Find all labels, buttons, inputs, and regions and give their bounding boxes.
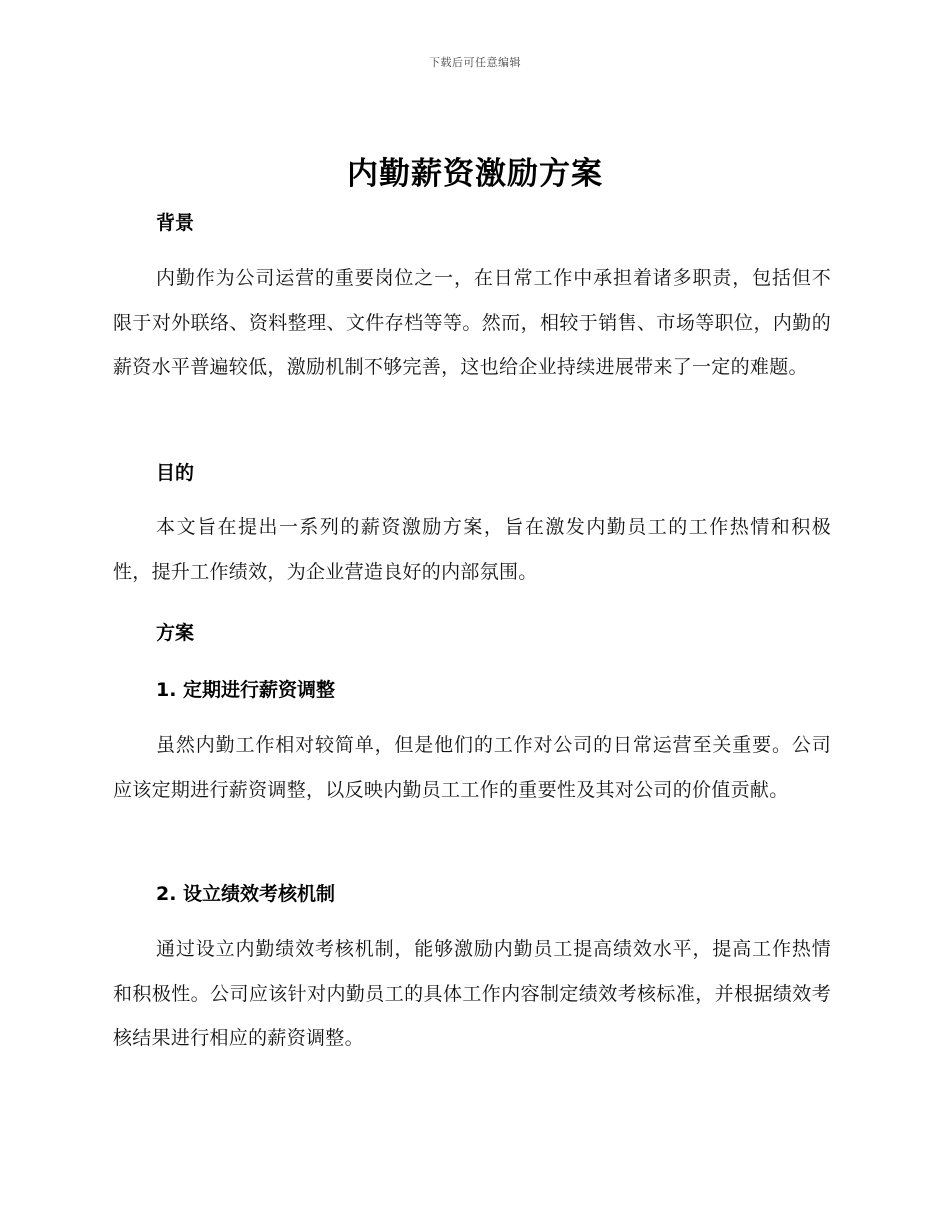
header-note: 下载后可任意编辑 xyxy=(429,56,521,69)
paragraph-performance-review: 通过设立内勤绩效考核机制，能够激励内勤员工提高绩效水平，提高工作热情和积极性。公司应该针对内勤员工的具体工作内容制定绩效考核标准，并根据绩效考核结果进行相应的薪资调整。 xyxy=(113,938,831,1049)
section-heading-purpose: 目的 xyxy=(156,462,195,484)
section-heading-background: 背景 xyxy=(156,212,195,234)
section-heading-performance-review: 2. 设立绩效考核机制 xyxy=(156,883,336,905)
section-heading-salary-adjustment: 1. 定期进行薪资调整 xyxy=(156,679,336,701)
paragraph-salary-adjustment: 虽然内勤工作相对较简单，但是他们的工作对公司的日常运营至关重要。公司应该定期进行薪资调整，以反映内勤员工工作的重要性及其对公司的价值贡献。 xyxy=(113,734,831,801)
paragraph-purpose: 本文旨在提出一系列的薪资激励方案，旨在激发内勤员工的工作热情和积极性，提升工作绩效，为企业营造良好的内部氛围。 xyxy=(113,516,831,583)
paragraph-background: 内勤作为公司运营的重要岗位之一，在日常工作中承担着诸多职责，包括但不限于对外联络、资料整理、文件存档等等。然而，相较于销售、市场等职位，内勤的薪资水平普遍较低，激励机制不够完善，这也给企业持续进展带来了一定的难题。 xyxy=(113,267,831,378)
section-heading-plan: 方案 xyxy=(156,622,195,644)
document-title: 内勤薪资激励方案 xyxy=(347,156,603,192)
